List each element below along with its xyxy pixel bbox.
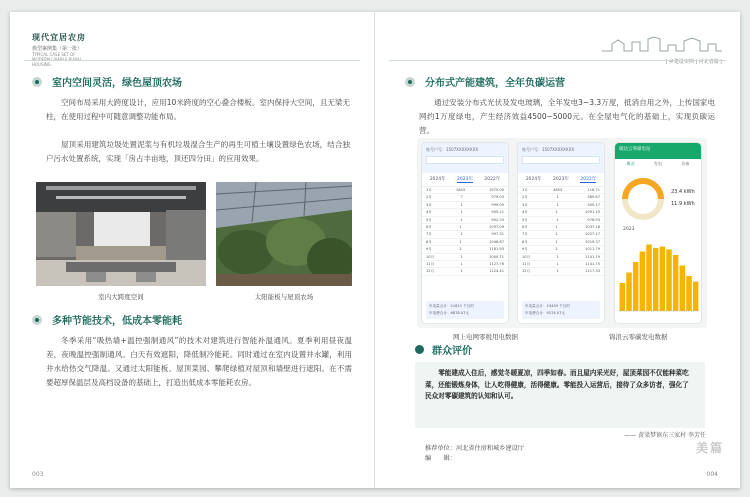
table-row: 5月 1 902.33	[422, 217, 508, 224]
app-tabs	[615, 159, 701, 169]
table-row: 7月 1 1027.17	[518, 231, 604, 238]
section-title-energy: 多种节能技术，低成本零能耗	[32, 312, 182, 327]
header-divider-right	[389, 60, 726, 61]
year-tab[interactable]: 2022年	[580, 177, 597, 182]
table-row: 7月 1 997.31	[422, 231, 508, 238]
table-row: 1月 1843 1975.09	[422, 187, 508, 194]
phone-screenshot-1	[421, 142, 509, 324]
account-number: 账号户号：1507XXXXXXXX	[522, 147, 575, 152]
header-divider	[24, 60, 360, 61]
annual-summary: 年电量合计：23439 千瓦时 年电费合计：9274.07元	[522, 301, 600, 319]
generation-bar	[620, 283, 625, 311]
bullet-icon	[415, 345, 424, 354]
table-row: 11月 1 1141.75	[518, 261, 604, 268]
page-number-right: 004	[706, 471, 718, 478]
generation-bar-chart	[619, 237, 699, 313]
document-spread	[10, 12, 740, 488]
recommend-block	[425, 444, 524, 464]
caption-solar-data: 锦浪云零碳发电数据	[609, 333, 668, 341]
paragraph-space-1: 空间布局采用大跨度设计，应用10米跨度的空心叠合楼板。室内保持大空间，且无梁无柱，在使用过程中可随意调整功能布局。	[46, 98, 350, 121]
section-title-carbon: 分布式产能建筑，全年负碳运营	[405, 74, 565, 89]
series-label: | 乡建设实例 | 河北省篇 |	[665, 59, 722, 65]
interior-caption: 室内大跨度空间	[98, 293, 144, 301]
generation-bar	[666, 249, 671, 311]
table-row: 6月 1 1097.09	[422, 224, 508, 231]
generation-bar	[686, 276, 691, 311]
paragraph-space-2: 屋顶采用建筑垃圾处置泥浆与有机垃圾湿合生产的再生可植土壤设置绿色农场，结合独户污水处置系统，实现「房占丰亩地，顶还四分田」的应用效果。	[46, 140, 350, 163]
generation-bar	[626, 273, 631, 312]
app-tab[interactable]: 概况	[626, 161, 635, 166]
series-subtitle: 典型案例集（第一批）	[32, 46, 83, 52]
generation-bar	[680, 266, 685, 312]
app-tab[interactable]: 设备	[681, 161, 690, 166]
left-page	[10, 12, 375, 488]
caption-grid-data: 网上电网零税用电数据	[453, 333, 518, 341]
account-number: 账号户号：1507XXXXXXXX	[426, 147, 479, 152]
generation-bar	[640, 252, 645, 312]
table-row: 10月 1 1141.19	[518, 254, 604, 261]
right-page	[375, 12, 740, 488]
table-row: 5月 1 976.93	[518, 217, 604, 224]
table-row: 8月 1 1046.87	[422, 239, 508, 246]
skyline-logo-icon	[602, 36, 722, 52]
interior-photo	[36, 182, 206, 286]
rooftop-photo	[216, 182, 352, 286]
table-row: 1月 4653 118.71	[518, 187, 604, 194]
series-english: TYPICAL CASE SET OF MODERN LIVABLE RURAL HOUSING	[32, 52, 82, 67]
generation-bar	[660, 247, 665, 311]
year-tab[interactable]: 2023年	[457, 177, 473, 182]
year-tab[interactable]: 2024年	[429, 177, 446, 182]
table-row: 3月 1 309.17	[518, 202, 604, 209]
table-row: 9月 1 1181.93	[422, 246, 508, 253]
table-row: 12月 1 1217.33	[518, 268, 604, 275]
table-row: 2月 7 979.03	[422, 194, 508, 201]
editor-label: 编 辑：	[425, 455, 456, 462]
table-row: 6月 1 1037.18	[518, 224, 604, 231]
watermark: 美篇	[695, 441, 724, 455]
table-row: 9月 1 1011.79	[518, 246, 604, 253]
recommend-unit: 河北省住房和城乡建设厅	[455, 445, 524, 452]
table-row: 4月 1 905.11	[422, 209, 508, 216]
generation-bar	[653, 248, 658, 311]
stat-today: 23.4 kWh	[671, 189, 695, 195]
year-tab[interactable]: 2023年	[553, 177, 569, 182]
bullet-icon	[405, 77, 415, 87]
section-title-space: 室内空间灵活，绿色屋顶农场	[32, 74, 182, 89]
table-row: 4月 1 1091.19	[518, 209, 604, 216]
generation-bar	[646, 245, 651, 312]
app-title: 碳达云零碳电站	[615, 143, 701, 159]
review-signature: —— 黄梁梦镇东三家村 李芳任	[624, 432, 706, 439]
table-row: 2月 1 369.87	[518, 194, 604, 201]
rooftop-caption: 太阳能板与屋顶农场	[254, 293, 314, 301]
generation-bar	[693, 282, 698, 311]
stat-month: 11.9 kWh	[671, 201, 695, 207]
table-row: 11月 1 1127.76	[422, 261, 508, 268]
bullet-icon	[32, 77, 42, 87]
chart-year: 2023	[623, 227, 635, 232]
year-tabs	[422, 173, 508, 187]
annual-summary: 年电量合计：21811 千瓦时 年电费合计：6878.07元	[426, 301, 504, 319]
table-row: 3月 1 999.09	[422, 202, 508, 209]
phone-screenshot-2	[517, 142, 605, 324]
review-quote: 零能建成入住后，感觉冬暖夏凉，四季如春。而且屋内采光好，屋顶菜园不仅能种菜吃菜，还能锻炼身体，让人吃得健康，活得健康。零能投入运营后，接待了众多访者，强化了民众对零碳建筑的认知和认可。	[415, 362, 705, 428]
generation-gauge	[615, 169, 702, 229]
generation-bar	[633, 262, 638, 311]
bullet-icon	[32, 315, 42, 325]
page-number-left: 003	[32, 471, 44, 478]
year-tab[interactable]: 2022年	[484, 177, 501, 182]
year-tab[interactable]: 2024年	[525, 177, 542, 182]
table-row: 12月 1 1124.41	[422, 268, 508, 275]
paragraph-energy: 冬季采用“吸热墙+温控强制通风”的技术对建筑进行智能补温通风。夏季利用昼夜温差，夜晚温控强制通风。白天有效遮阳，降低制冷能耗。同时通过在室内设置井水罐，利用井水给热交气降温。又通过太阳能板、屋顶菜园、攀爬绿植对屋顶和墙壁进行遮阳。在不需要超厚保温层及高档设备的基础上，打造出低成本零能耗农房。	[46, 336, 352, 387]
phone-screenshot-3	[614, 142, 702, 324]
screenshots-panel	[417, 138, 707, 328]
series-title: 现代宜居农房	[32, 33, 86, 42]
monthly-table	[422, 187, 508, 276]
table-row: 10月 1 1000.71	[422, 254, 508, 261]
generation-bar	[673, 255, 678, 311]
monthly-table	[518, 187, 604, 276]
recommend-label: 推荐单位：	[425, 445, 456, 452]
left-header	[32, 32, 92, 67]
review-title: 群众评价	[415, 342, 472, 357]
app-tab[interactable]: 发电	[653, 161, 662, 166]
year-tabs	[518, 173, 604, 187]
paragraph-carbon: 通过安装分布式光伏及发电玻璃，全年发电3~3.3万度，抵消自用之外，上传国家电网约1万度绿电，产生经济效益4500~5000元。在全屋电气化的基础上，实现负碳运营。	[419, 98, 715, 135]
table-row: 8月 1 1019.37	[518, 239, 604, 246]
